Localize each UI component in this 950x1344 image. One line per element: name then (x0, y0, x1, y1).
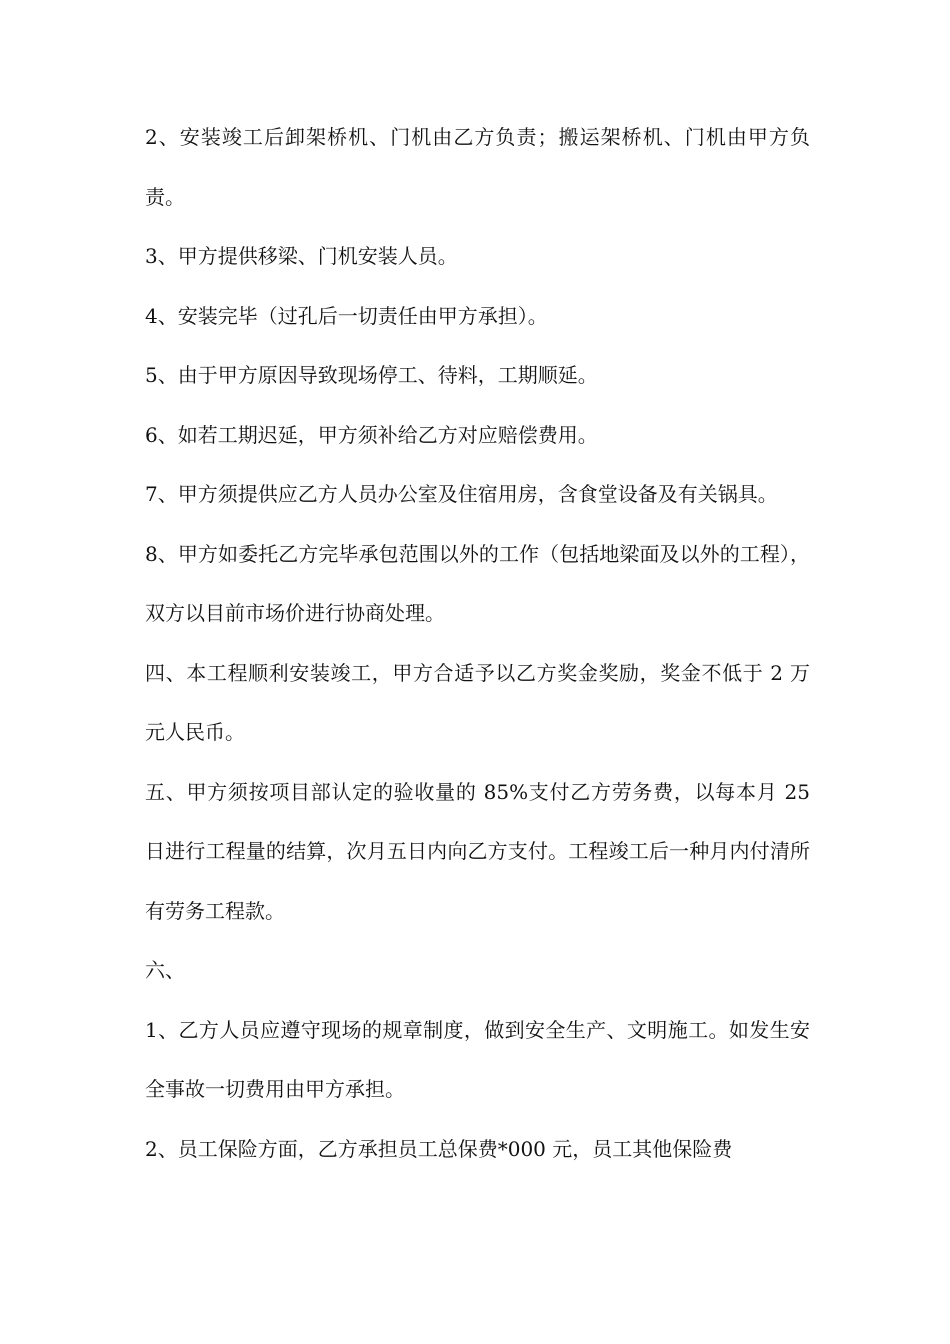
paragraph-clause-2: 2、安装竣工后卸架桥机、门机由乙方负责；搬运架桥机、门机由甲方负责。 (145, 125, 810, 209)
paragraph-clause-5: 5、由于甲方原因导致现场停工、待料，工期顺延。 (145, 363, 598, 387)
document-body (145, 108, 810, 1179)
paragraph-clause-4: 4、安装完毕（过孔后一切责任由甲方承担）。 (145, 303, 548, 328)
paragraph-clause-6: 6、如若工期迟延，甲方须补给乙方对应赔偿费用。 (145, 422, 598, 447)
paragraph-clause-8: 8、甲方如委托乙方完毕承包范围以外的工作（包括地梁面及以外的工程），双方以目前市场价进行协商处理。 (145, 541, 810, 625)
paragraph-clause-7: 7、甲方须提供应乙方人员办公室及住宿用房，含食堂设备及有关锅具。 (145, 482, 778, 506)
paragraph-section-6-heading: 六、 (145, 958, 185, 982)
paragraph-section-6-item-1: 1、乙方人员应遵守现场的规章制度，做到安全生产、文明施工。如发生安全事故一切费用由甲方承担。 (145, 1017, 810, 1101)
paragraph-clause-3: 3、甲方提供移梁、门机安装人员。 (145, 244, 458, 268)
paragraph-section-6-item-2: 2、员工保险方面，乙方承担员工总保费*000 元，员工其他保险费 (145, 1136, 733, 1161)
paragraph-section-5: 五、甲方须按项目部认定的验收量的 85%支付乙方劳务费，以每本月 25 日进行工程量的结算，次月五日内向乙方支付。工程竣工后一种月内付清所有劳务工程款。 (145, 779, 810, 923)
paragraph-section-4: 四、本工程顺利安装竣工，甲方合适予以乙方奖金奖励，奖金不低于 2 万元人民币。 (145, 660, 810, 744)
